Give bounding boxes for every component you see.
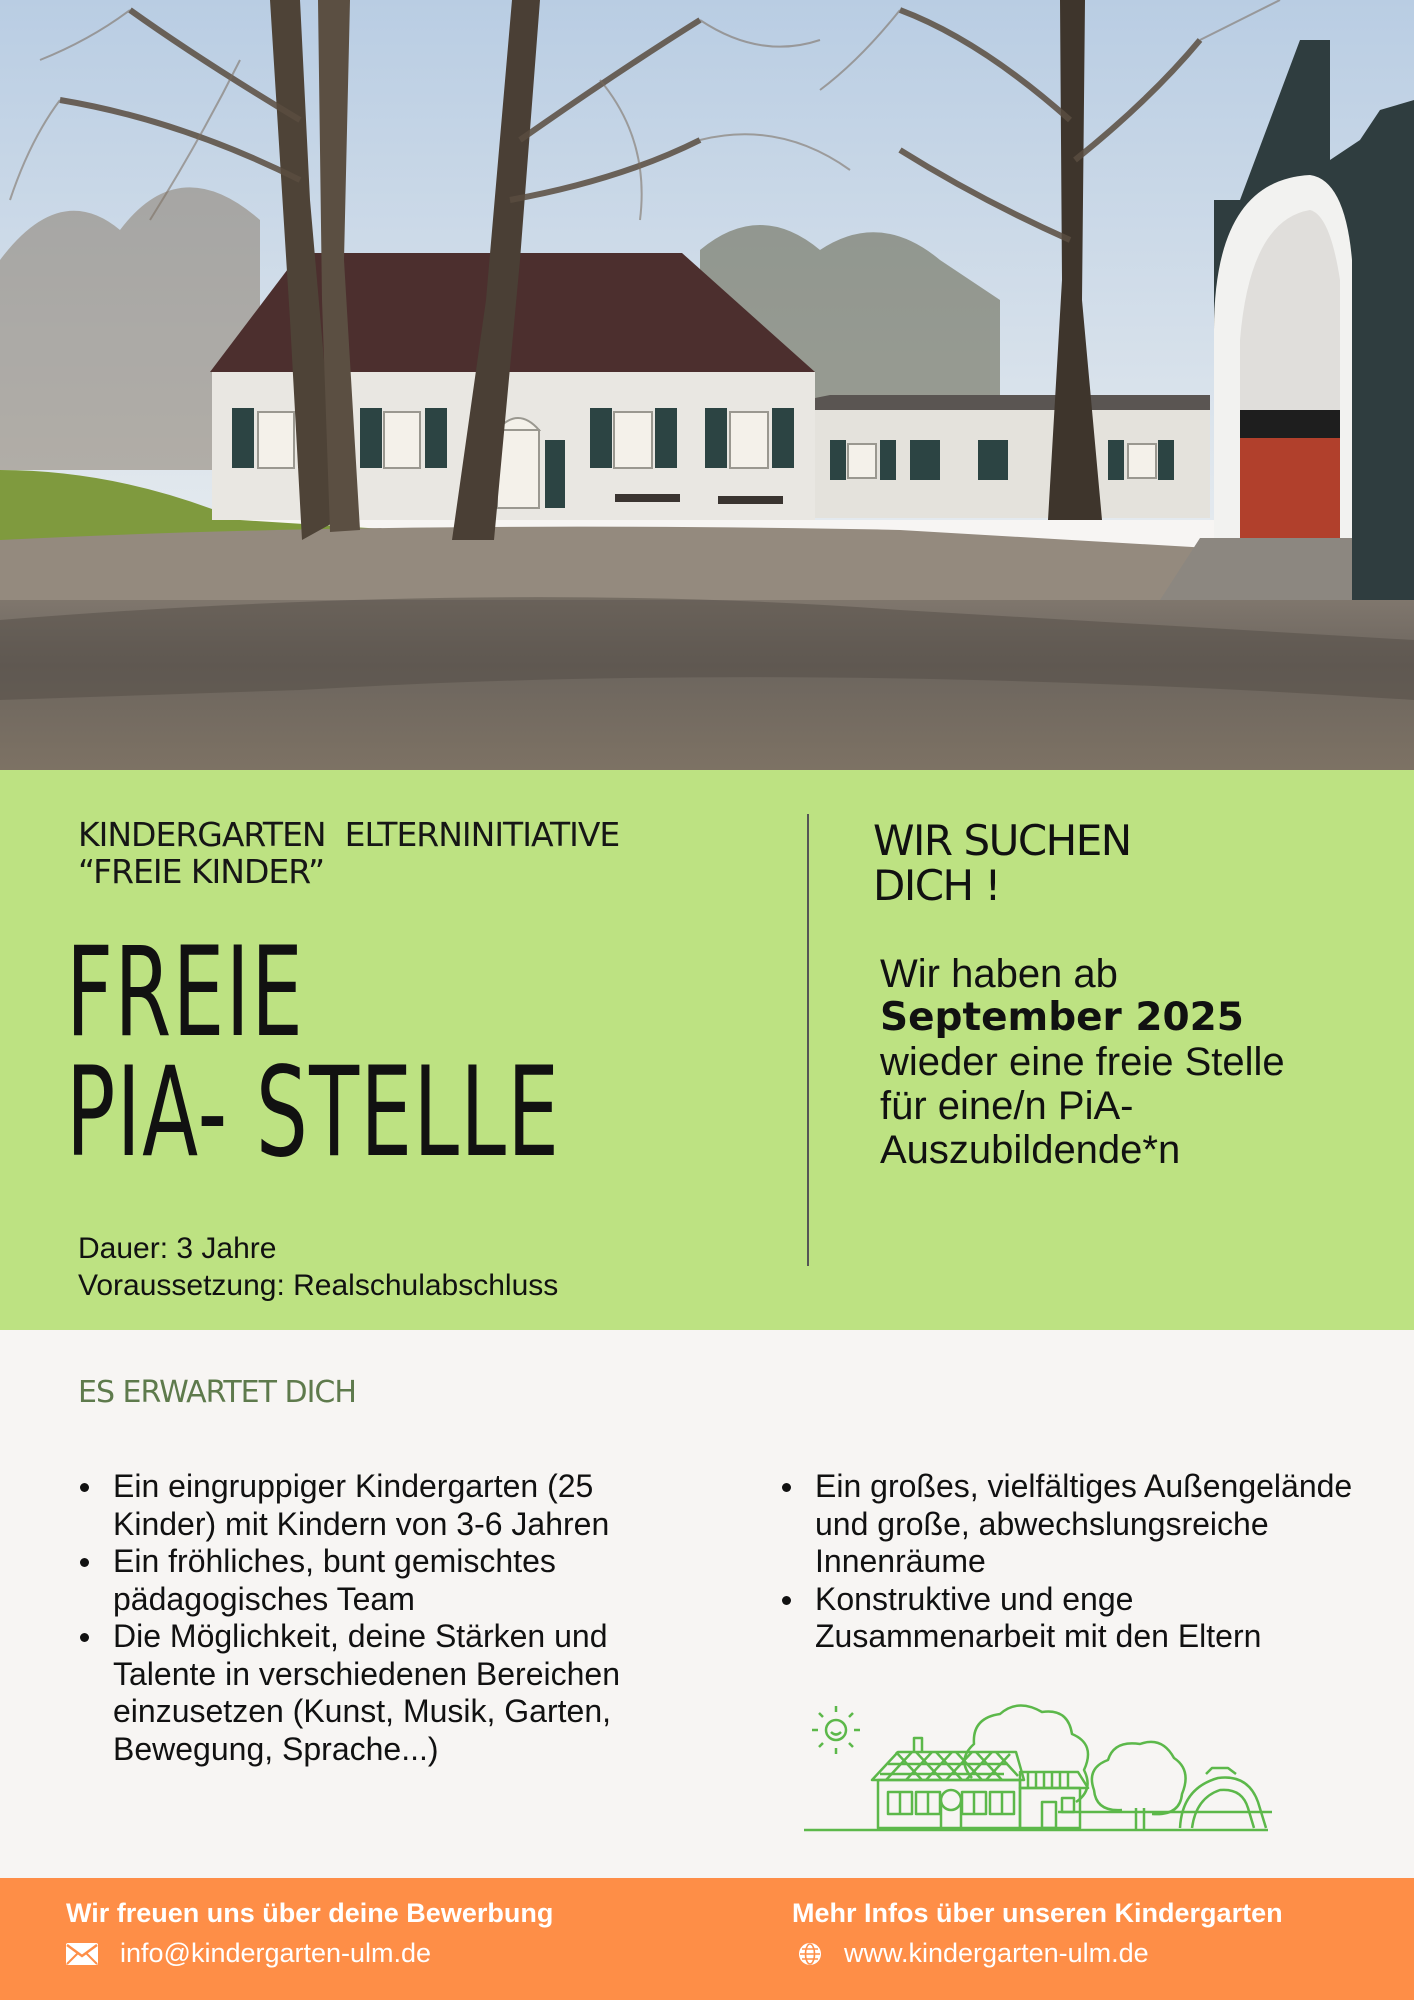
list-item: Ein fröhliches, bunt gemischtes pädagogisches Team — [78, 1543, 698, 1618]
website-link[interactable]: www.kindergarten-ulm.de — [844, 1938, 1149, 1968]
duration-text: Dauer: 3 Jahre — [78, 1232, 277, 1265]
list-item: Konstruktive und enge Zusammenarbeit mit den Eltern — [780, 1581, 1360, 1656]
organization-line-2: “FREIE KINDER” — [78, 852, 325, 891]
offer-description: wieder eine freie Stelle für eine/n PiA-Auszubildende*n — [880, 1040, 1285, 1172]
email-contact[interactable] — [66, 1938, 431, 1969]
offer-text — [880, 952, 1340, 1172]
expect-list-left — [78, 1468, 698, 1768]
seeking-line-1: WIR SUCHEN — [873, 816, 1131, 865]
globe-icon — [798, 1942, 822, 1966]
position-facts — [78, 1230, 558, 1304]
page-title — [66, 921, 561, 1185]
info-heading: Mehr Infos über unseren Kindergarten — [792, 1898, 1283, 1928]
seeking-line-2: DICH ! — [873, 861, 1000, 910]
vertical-divider — [807, 814, 809, 1266]
kindergarten-line-drawing — [796, 1700, 1276, 1841]
requirement-text: Voraussetzung: Realschulabschluss — [78, 1269, 559, 1302]
email-link[interactable]: info@kindergarten-ulm.de — [120, 1938, 432, 1968]
apply-heading: Wir freuen uns über deine Bewerbung — [66, 1898, 554, 1928]
list-item: Die Möglichkeit, deine Stärken und Talente in verschiedenen Bereichen einzusetzen (Kunst, Musik, Garten, Bewegung, Sprache...) — [78, 1618, 698, 1768]
house-drawing-icon — [796, 1700, 1276, 1836]
header-photo — [0, 0, 1414, 770]
title-line-1: FREIE — [66, 921, 305, 1065]
website-contact[interactable] — [798, 1938, 1149, 1969]
list-item: Ein eingruppiger Kindergarten (25 Kinder) mit Kindern von 3-6 Jahren — [78, 1468, 698, 1543]
organization-name — [78, 816, 619, 890]
kindergarten-building-photo — [0, 0, 1414, 770]
expect-list-right — [780, 1468, 1360, 1656]
title-line-2: PIA- STELLE — [66, 1041, 561, 1185]
intro-panel — [0, 770, 1414, 1330]
list-item: Ein großes, vielfältiges Außengelände und große, abwechslungsreiche Innenräume — [780, 1468, 1360, 1581]
offer-start-date: September 2025 — [880, 995, 1244, 1040]
offer-intro: Wir haben ab — [880, 952, 1118, 996]
mail-icon — [66, 1943, 98, 1965]
contact-footer — [0, 1878, 1414, 2000]
expect-heading: ES ERWARTET DICH — [78, 1375, 356, 1410]
organization-line-1: KINDERGARTEN ELTERNINITIATIVE — [78, 815, 620, 854]
seeking-heading — [873, 818, 1131, 908]
